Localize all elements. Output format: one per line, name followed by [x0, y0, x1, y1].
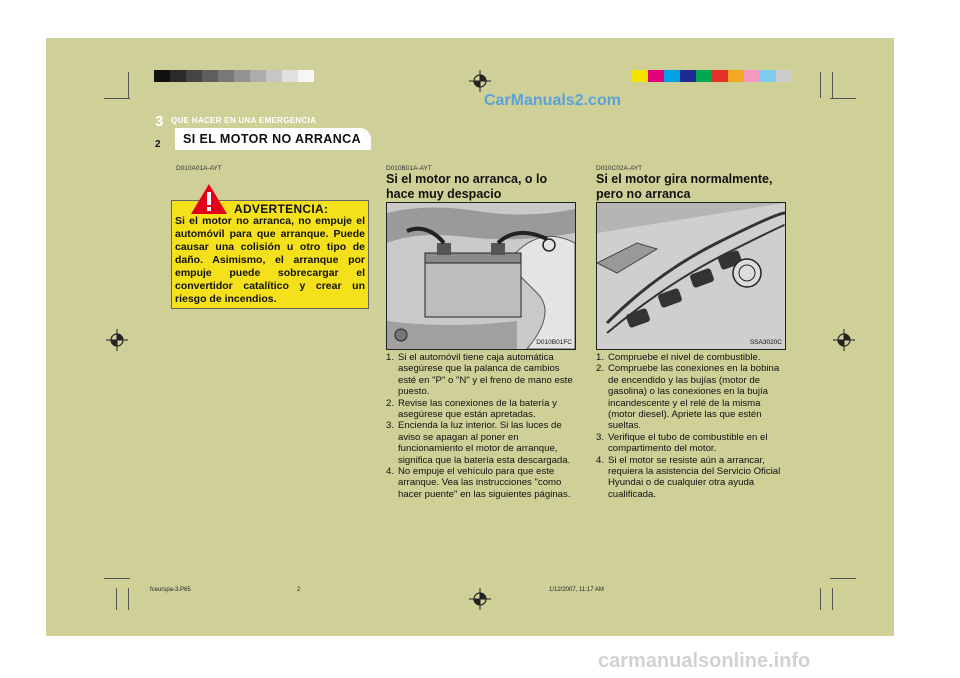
footer-page: 2 — [297, 587, 301, 593]
grayscale-swatch — [218, 70, 234, 82]
item-text: Verifique el tubo de combustible en el compartimento del motor. — [608, 431, 768, 455]
heading-2: Si el motor no arranca, o lo hace muy despacio — [386, 172, 548, 201]
figure-label-2: D010B01FC — [536, 339, 572, 346]
color-calibration-bar — [632, 70, 792, 82]
item-number: 4. — [386, 466, 395, 478]
list-item — [386, 398, 574, 421]
grayscale-swatch — [234, 70, 250, 82]
color-swatch — [648, 70, 664, 82]
item-number: 4. — [596, 454, 605, 466]
registration-mark-left-icon — [106, 329, 128, 351]
chapter-number: 3 — [155, 113, 164, 130]
item-text: Encienda la luz interior. Si las luces de aviso se apagan al poner en funcionamiento el motor de arranque, significa que la batería esta descargada. — [398, 420, 571, 466]
item-number: 3. — [596, 431, 605, 443]
item-number: 1. — [596, 352, 605, 363]
steps-list-2 — [386, 352, 574, 500]
footer-file: fceurspa-3.P65 — [150, 587, 191, 593]
footer-timestamp: 1/12/2007, 11:17 AM — [549, 587, 604, 593]
battery-figure — [386, 202, 576, 350]
color-swatch — [744, 70, 760, 82]
engine-illustration — [597, 203, 785, 349]
grayscale-swatch — [250, 70, 266, 82]
list-item — [596, 363, 784, 431]
color-swatch — [632, 70, 648, 82]
page-number: 2 — [155, 139, 161, 150]
color-swatch — [712, 70, 728, 82]
grayscale-swatch — [282, 70, 298, 82]
section-title: SI EL MOTOR NO ARRANCA — [183, 132, 362, 146]
item-number: 3. — [386, 420, 395, 432]
list-item — [386, 420, 574, 466]
warning-box — [171, 200, 369, 309]
section-code-3: D010C02A-AYT — [596, 165, 643, 172]
battery-illustration — [387, 203, 575, 349]
list-item — [596, 455, 784, 501]
grayscale-swatch — [170, 70, 186, 82]
watermark-top[interactable]: CarManuals2.com — [484, 92, 621, 109]
color-swatch — [728, 70, 744, 82]
list-item — [596, 352, 784, 363]
item-text: Si el motor se resiste aún a arrancar, requiera la asistencia del Servicio Oficial Hyundai o de cualquier otra ayuda cualificada. — [608, 454, 781, 500]
grayscale-swatch — [266, 70, 282, 82]
grayscale-swatch — [298, 70, 314, 82]
color-swatch — [776, 70, 792, 82]
color-swatch — [680, 70, 696, 82]
item-text: Compruebe el nivel de combustible. — [608, 352, 761, 363]
grayscale-swatch — [186, 70, 202, 82]
watermark-bottom[interactable]: carmanualsonline.info — [598, 650, 811, 672]
item-number: 2. — [596, 363, 605, 375]
heading-3: Si el motor gira normalmente, pero no arranca — [596, 172, 773, 201]
warning-body: Si el motor no arranca, no empuje el automóvil para que arranque. Puede causar una colisión u otro tipo de daño. Asimismo, el arranque por empuje puede sobrecargar el convertidor catalítico y crear un riesgo de incendios. — [175, 215, 365, 305]
section-tab — [175, 128, 371, 150]
item-text: Compruebe las conexiones en la bobina de encendido y las bujías (motor de gasolina) o las conexiones en la bujía incandescente y el relé de la misma (motor diesel). Apriete las que estén sueltas. — [608, 363, 780, 432]
item-text: Si el automóvil tiene caja automática asegúrese que la palanca de cambios esté en "P" o "N" y el freno de mano este puesto. — [398, 352, 573, 398]
color-swatch — [696, 70, 712, 82]
chapter-title: QUE HACER EN UNA EMERGENCIA — [171, 116, 317, 125]
section-code-2: D010B01A-AYT — [386, 165, 432, 172]
item-number: 2. — [386, 397, 395, 409]
item-text: No empuje el vehículo para que este arranque. Vea las instrucciones "como hacer puente" en las siguientes páginas. — [398, 466, 571, 500]
grayscale-calibration-bar — [154, 70, 314, 82]
item-text: Revise las conexiones de la batería y asegúrese que están apretadas. — [398, 397, 557, 421]
item-number: 1. — [386, 352, 395, 363]
warning-title: ADVERTENCIA: — [234, 202, 329, 216]
figure-label-3: SSA3020C — [749, 339, 782, 346]
color-swatch — [664, 70, 680, 82]
list-item — [386, 466, 574, 500]
registration-mark-top-icon — [469, 70, 491, 92]
steps-list-3 — [596, 352, 784, 500]
color-swatch — [760, 70, 776, 82]
list-item — [596, 432, 784, 455]
registration-mark-right-icon — [833, 329, 855, 351]
grayscale-swatch — [202, 70, 218, 82]
registration-mark-bottom-icon — [469, 588, 491, 610]
exclamation-triangle-icon — [190, 183, 228, 215]
list-item — [386, 352, 574, 398]
grayscale-swatch — [154, 70, 170, 82]
warning-code: D010A01A-AYT — [176, 165, 222, 172]
engine-figure — [596, 202, 786, 350]
